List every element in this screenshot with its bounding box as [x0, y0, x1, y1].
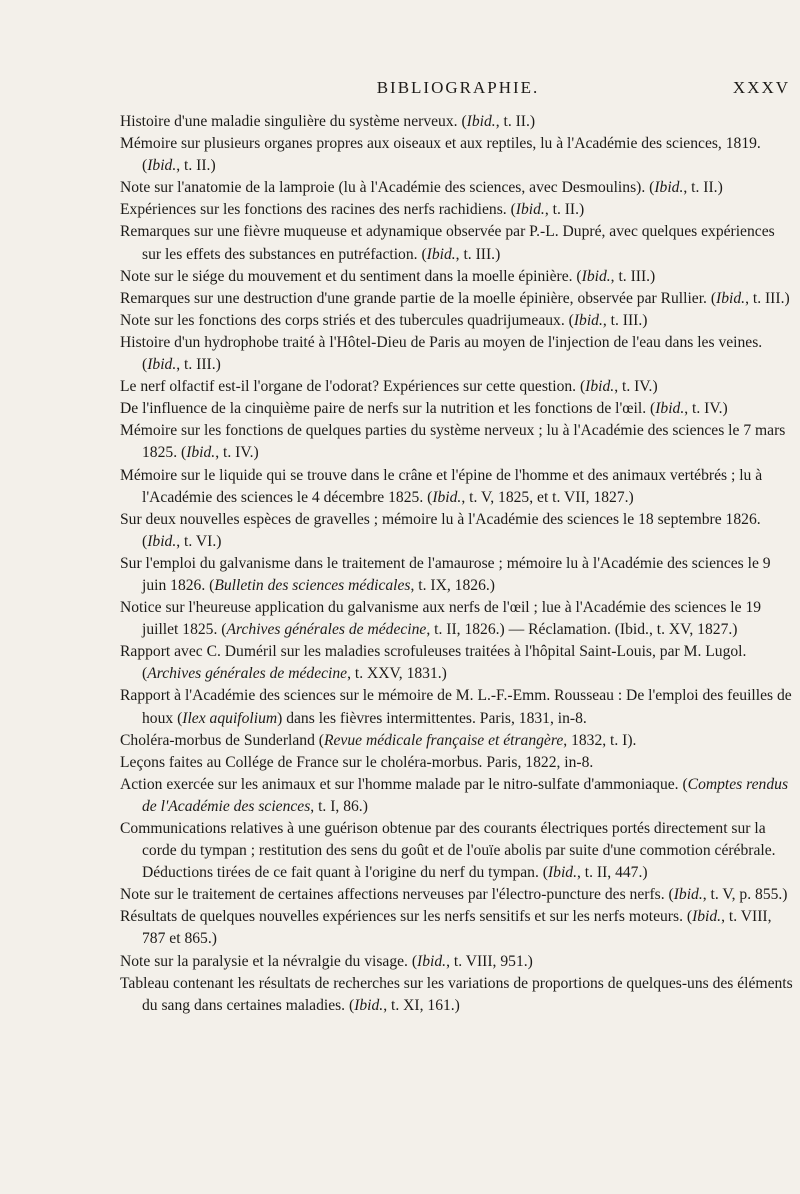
entry-source: Ibid. — [585, 378, 615, 396]
bibliography-entry — [120, 199, 796, 221]
entry-citation: , t. IV.) — [614, 378, 658, 396]
entry-source: Ibid. — [515, 201, 545, 219]
entry-text: Mémoire sur les fonctions de quelques parties du système nerveux ; lu à l'Académie des sciences le 7 mars 1825. ( — [120, 422, 786, 462]
entry-text: De l'influence de la cinquième paire de nerfs sur la nutrition et les fonctions de l'œil. ( — [120, 400, 656, 418]
entry-text: Mémoire sur plusieurs organes propres aux oiseaux et aux reptiles, lu à l'Académie des sciences, 1819. ( — [120, 135, 761, 175]
bibliography-entry — [120, 376, 796, 398]
bibliography-entry — [120, 818, 796, 884]
entry-text: Sur l'emploi du galvanisme dans le traitement de l'amaurose ; mémoire lu à l'Académie des sciences le 9 juin 1826. ( — [120, 554, 771, 594]
entry-source: Revue médicale française et étrangère — [323, 731, 564, 749]
bibliography-entry — [120, 133, 796, 177]
entry-citation: , t. XXV, 1831.) — [347, 665, 447, 683]
entry-text: Le nerf olfactif est-il l'organe de l'odorat? Expériences sur cette question. ( — [120, 378, 586, 396]
entry-source: Ibid. — [426, 245, 456, 263]
bibliography-entry — [120, 884, 796, 906]
entry-text: Remarques sur une destruction d'une grande partie de la moelle épinière, observée par Rullier. ( — [120, 289, 717, 307]
entry-text: Communications relatives à une guérison obtenue par des courants électriques portés directement sur la corde du tympan ; restitution des sens du goût et de l'ouïe abolis par suite d'une commotion cérébrale. Déductions tirées de ce fait quant à l'origine du nerf du tympan. ( — [120, 820, 776, 882]
bibliography-entry — [120, 641, 796, 685]
bibliography-entry — [120, 332, 796, 376]
entry-citation: , t. IX, 1826.) — [410, 576, 495, 594]
entry-source: Ibid. — [654, 179, 684, 197]
entry-citation: , 1832, t. I). — [563, 731, 637, 749]
bibliography-entry — [120, 906, 796, 950]
entry-citation: , t. III.) — [602, 311, 648, 329]
entry-source: Ibid. — [147, 157, 177, 175]
entry-citation: , t. VIII, 951.) — [446, 952, 533, 970]
entry-citation: , t. II, 447.) — [576, 864, 648, 882]
bibliography-entry — [120, 553, 796, 597]
page-number: XXXV — [732, 78, 790, 97]
entry-source: Comptes rendus de l'Académie des sciences — [142, 775, 789, 815]
entry-source: Ibid. — [716, 289, 746, 307]
entry-citation: , t. IV.) — [684, 400, 728, 418]
entry-text: Sur deux nouvelles espèces de gravelles ; mémoire lu à l'Académie des sciences le 18 septembre 1826. ( — [120, 510, 761, 550]
bibliography-entry — [120, 509, 796, 553]
bibliography-entry — [120, 266, 796, 288]
entry-source: Ibid. — [432, 488, 462, 506]
entry-citation: , t. III.) — [176, 356, 221, 374]
entry-source: Ibid. — [466, 113, 496, 130]
bibliography-entry — [120, 973, 796, 1017]
entry-source: Bulletin des sciences médicales — [214, 576, 411, 594]
entry-source: Ibid. — [673, 886, 703, 904]
entry-text: Remarques sur une fièvre muqueuse et adynamique observée par P.-L. Dupré, avec quelques expériences sur les effets des substances en putréfaction. ( — [120, 223, 775, 263]
entry-text: Résultats de quelques nouvelles expériences sur les nerfs sensitifs et sur les nerfs moteurs. ( — [120, 908, 693, 926]
entry-text: Rapport avec C. Duméril sur les maladies scrofuleuses traitées à l'hôpital Saint-Louis, par M. Lugol. ( — [120, 643, 747, 683]
entry-source: Archives générales de médecine — [147, 665, 348, 683]
entry-citation: , t. II.) — [495, 113, 536, 130]
entry-text: Note sur le traitement de certaines affections nerveuses par l'électro-puncture des nerfs. ( — [120, 886, 674, 904]
bibliography-entry — [120, 310, 796, 332]
entry-source: Ibid. — [692, 908, 722, 926]
entry-text: Tableau contenant les résultats de recherches sur les variations de proportions de quelques-uns des éléments du sang dans certaines maladies. ( — [120, 974, 793, 1014]
entry-citation: , t. II.) — [683, 179, 723, 197]
bibliography-entry — [120, 465, 796, 509]
entry-citation: , t. IV.) — [215, 444, 259, 462]
entry-citation: , t. II.) — [544, 201, 585, 219]
entry-text: Choléra-morbus de Sunderland ( — [120, 731, 324, 749]
bibliography-entry — [120, 774, 796, 818]
page-header — [120, 78, 796, 108]
entry-text: Note sur les fonctions des corps striés et des tubercules quadrijumeaux. ( — [120, 311, 574, 329]
entry-citation: ) dans les fièvres intermittentes. Paris, 1831, in-8. — [277, 709, 587, 727]
entry-source: Ibid. — [354, 996, 384, 1014]
bibliography-entry — [120, 597, 796, 641]
entry-source: Ilex aquifolium — [182, 709, 278, 727]
entry-text: Notice sur l'heureuse application du galvanisme aux nerfs de l'œil ; lue à l'Académie des sciences le 19 juillet 1825. ( — [120, 599, 762, 639]
bibliography-entry — [120, 288, 796, 310]
entry-citation: , t. I, 86.) — [310, 797, 368, 815]
bibliography-entry — [120, 177, 796, 199]
bibliography-entry — [120, 951, 796, 973]
entry-text: Mémoire sur le liquide qui se trouve dans le crâne et l'épine de l'homme et des animaux vertébrés ; lu à l'Académie des sciences le 4 décembre 1825. ( — [120, 466, 763, 506]
bibliography-entry — [120, 752, 796, 774]
entry-text: Histoire d'un hydrophobe traité à l'Hôtel-Dieu de Paris au moyen de l'injection de l'eau dans les veines. ( — [120, 333, 763, 374]
entry-source: Ibid. — [581, 267, 611, 285]
entry-text: Rapport à l'Académie des sciences sur le mémoire de M. L.-F.-Emm. Rousseau : De l'emploi des feuilles de houx ( — [120, 687, 792, 727]
bibliography-entry — [120, 730, 796, 752]
entry-source: Ibid. — [547, 864, 577, 882]
bibliography-entry — [120, 685, 796, 729]
entry-text: Note sur le siége du mouvement et du sentiment dans la moelle épinière. ( — [120, 267, 582, 285]
entry-citation: , t. XI, 161.) — [383, 996, 460, 1014]
bibliography-entry — [120, 398, 796, 420]
entry-citation: , t. VIII, 787 et 865.) — [142, 908, 772, 948]
bibliography-entry — [120, 420, 796, 464]
entry-source: Ibid. — [655, 400, 685, 418]
entry-source: Ibid. — [573, 311, 603, 329]
entry-text: Action exercée sur les animaux et sur l'homme malade par le nitro-sulfate d'ammoniaque. ( — [120, 775, 688, 793]
entry-text: Note sur l'anatomie de la lamproie (lu à l'Académie des sciences, avec Desmoulins). ( — [120, 179, 655, 197]
entry-source: Ibid. — [417, 952, 447, 970]
bibliography-entry — [120, 221, 796, 265]
entry-text: Leçons faites au Collége de France sur le choléra-morbus. Paris, 1822, in-8. — [120, 753, 594, 771]
entry-source: Ibid. — [186, 444, 216, 462]
entry-text: Note sur la paralysie et la névralgie du visage. ( — [120, 952, 418, 970]
entry-citation: , t. III.) — [610, 267, 656, 285]
entry-text: Histoire d'une maladie singulière du système nerveux. ( — [120, 113, 467, 130]
entry-source: Ibid. — [147, 532, 177, 550]
entry-citation: , t. V, p. 855.) — [702, 886, 788, 904]
bibliography-entry — [120, 111, 796, 133]
entry-text: Expériences sur les fonctions des racines des nerfs rachidiens. ( — [120, 201, 516, 219]
entry-citation: , t. II.) — [176, 157, 216, 175]
running-title: BIBLIOGRAPHIE. — [376, 78, 540, 97]
entry-source: Ibid. — [147, 356, 177, 374]
entry-citation: , t. III.) — [745, 289, 790, 307]
entry-citation: , t. II, 1826.) — Réclamation. (Ibid., t. XV, 1827.) — [426, 621, 738, 639]
entry-citation: , t. VI.) — [176, 532, 222, 550]
entry-citation: , t. III.) — [455, 245, 501, 263]
entry-source: Archives générales de médecine — [226, 621, 427, 639]
entry-citation: , t. V, 1825, et t. VII, 1827.) — [461, 488, 634, 506]
bibliography-list — [120, 111, 796, 1017]
